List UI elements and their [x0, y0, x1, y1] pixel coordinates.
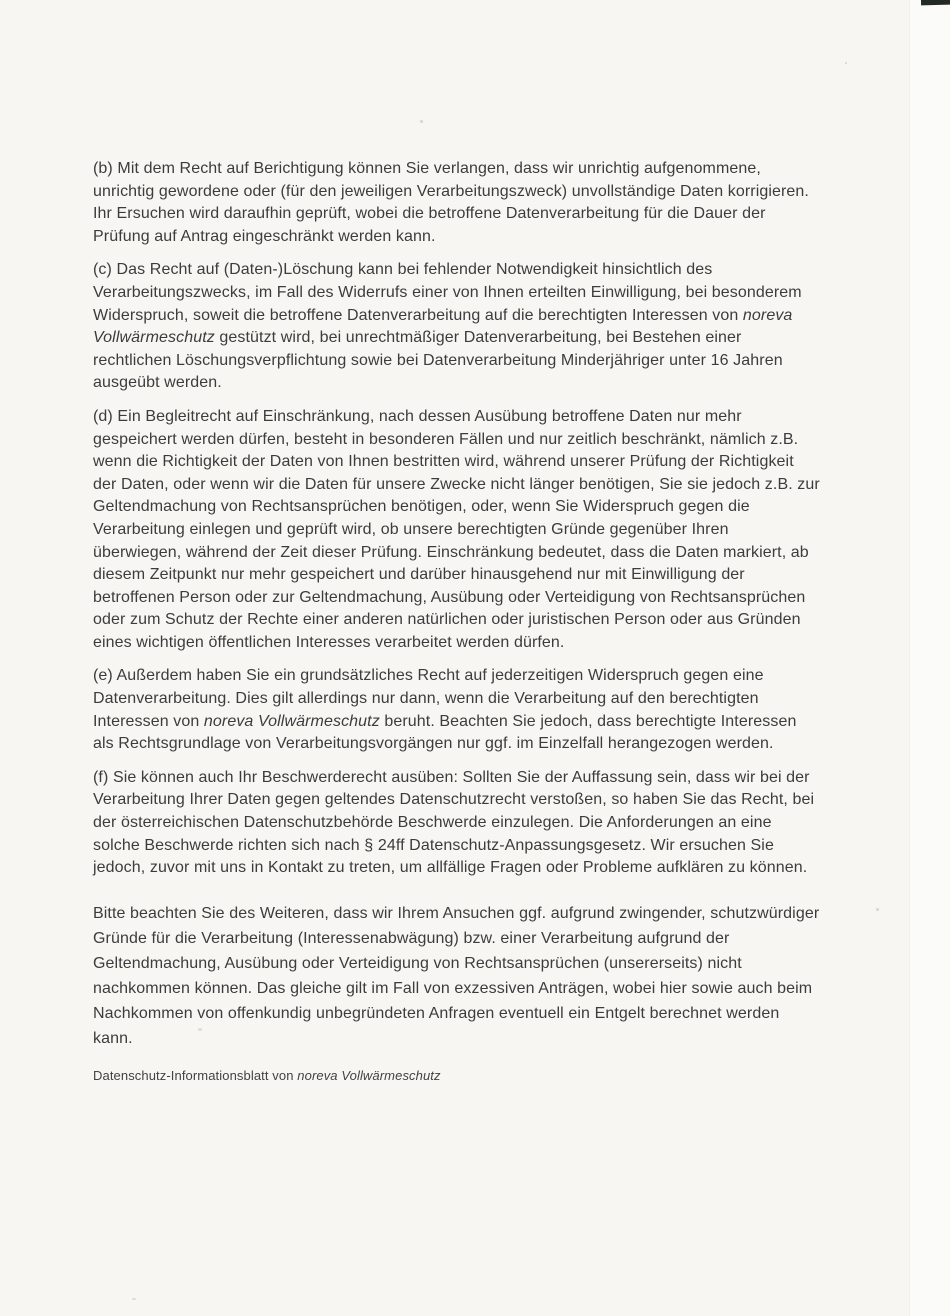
- paragraph-c-text: (c) Das Recht auf (Daten-)Löschung kann bei fehlender Notwendigkeit hinsichtlich des Verarbeitungszwecks, im Fall des Widerrufs einer von Ihnen erteilten Einwilligung, bei besonderem Widerspruch, soweit die betroffene Datenverarbeitung auf die berechtigten Interessen von: [93, 261, 802, 324]
- paragraph-b: [93, 158, 821, 248]
- paragraph-d-text: (d) Ein Begleitrecht auf Einschränkung, nach dessen Ausübung betroffene Daten nur mehr gespeichert werden dürfen, besteht in besonderen Fällen und nur zeitlich beschränkt, nämlich z.B. wenn die Richtigkeit der Daten von Ihnen bestritten wird, während unserer Prüfung der Richtigkeit der Daten, oder wenn wir die Daten für unsere Zwecke nicht länger benötigen, Sie sie jedoch z.B. zur Geltendmachung von Rechtsansprüchen benötigen, oder, wenn Sie Widerspruch gegen die Verarbeitung einlegen und geprüft wird, ob unsere berechtigten Gründe gegenüber Ihren überwiegen, während der Zeit dieser Prüfung. Einschränkung bedeutet, dass die Daten markiert, ab diesem Zeitpunkt nur mehr gespeichert und darüber hinausgehend nur mit Einwilligung der betroffenen Person oder zur Geltendmachung, Ausübung oder Verteidigung von Rechtsansprüchen oder zum Schutz der Rechte einer anderen natürlichen oder juristischen Person oder aus Gründen eines wichtigen öffentlichen Interesses verarbeitet werden dürfen.: [93, 407, 820, 651]
- brand-name: noreva Vollwärmeschutz: [203, 712, 380, 730]
- scan-speck: [420, 120, 423, 123]
- paragraph-e: [93, 665, 821, 755]
- document-body: [93, 158, 821, 1095]
- paragraph-f-text: (f) Sie können auch Ihr Beschwerderecht ausüben: Sollten Sie der Auffassung sein, dass wir bei der Verarbeitung Ihrer Daten gegen geltendes Datenschutzrecht verstoßen, so haben Sie das Recht, bei der österreichischen Datenschutzbehörde Beschwerde einzulegen. Die Anforderungen an eine solche Beschwerde richten sich nach § 24ff Datenschutz-Anpassungsgesetz. Wir ersuchen Sie jedoch, zuvor mit uns in Kontakt zu treten, um allfällige Fragen oder Probleme aufklären zu können.: [93, 768, 815, 877]
- brand-name: noreva Vollwärmeschutz: [93, 306, 793, 347]
- brand-name: noreva Vollwärmeschutz: [297, 1067, 441, 1083]
- scan-speck: [876, 908, 879, 911]
- paragraph-closing-text: Bitte beachten Sie des Weiteren, dass wir Ihrem Ansuchen ggf. aufgrund zwingender, schutzwürdiger Gründe für die Verarbeitung (Interessenabwägung) bzw. einer Verarbeitung aufgrund der Geltendmachung, Ausübung oder Verteidigung von Rechtsansprüchen (unsererseits) nicht nachkommen können. Das gleiche gilt im Fall von exzessiven Anträgen, wobei hier sowie auch beim Nachkommen von offenkundig unbegründeten Anfragen eventuell ein Entgelt berechnet werden kann.: [93, 904, 820, 1047]
- footer-note: [93, 1068, 821, 1084]
- footer-note-text: Datenschutz-Informationsblatt von: [93, 1067, 298, 1083]
- scan-edge-right: [909, 0, 950, 1316]
- scan-speck: [845, 62, 847, 64]
- paragraph-b-text: (b) Mit dem Recht auf Berichtigung können Sie verlangen, dass wir unrichtig aufgenommene, unrichtig gewordene oder (für den jeweiligen Verarbeitungszweck) unvollständige Daten korrigieren. Ihr Ersuchen wird daraufhin geprüft, wobei die betroffene Datenverarbeitung für die Dauer der Prüfung auf Antrag eingeschränkt werden kann.: [93, 160, 809, 245]
- paragraph-e-text: (e) Außerdem haben Sie ein grundsätzliches Recht auf jederzeitigen Widerspruch gegen eine Datenverarbeitung. Dies gilt allerdings nur dann, wenn die Verarbeitung auf den berechtigten Interessen von: [93, 667, 764, 730]
- paragraph-c: [93, 259, 821, 395]
- paragraph-e-text-cont: beruht. Beachten Sie jedoch, dass berechtigte Interessen als Rechtsgrundlage von Verarbeitungsvorgängen nur ggf. im Einzelfall herangezogen werden.: [93, 712, 797, 753]
- paragraph-d: [93, 406, 821, 655]
- paragraph-c-text-cont: gestützt wird, bei unrechtmäßiger Datenverarbeitung, bei Bestehen einer rechtlichen Löschungsverpflichtung sowie bei Datenverarbeitung Minderjähriger unter 16 Jahren ausgeübt werden.: [93, 329, 783, 392]
- paragraph-f: [93, 767, 821, 880]
- paragraph-closing: [93, 901, 821, 1051]
- scan-artifact-top-right: [921, 0, 950, 5]
- scan-speck: [132, 1298, 136, 1300]
